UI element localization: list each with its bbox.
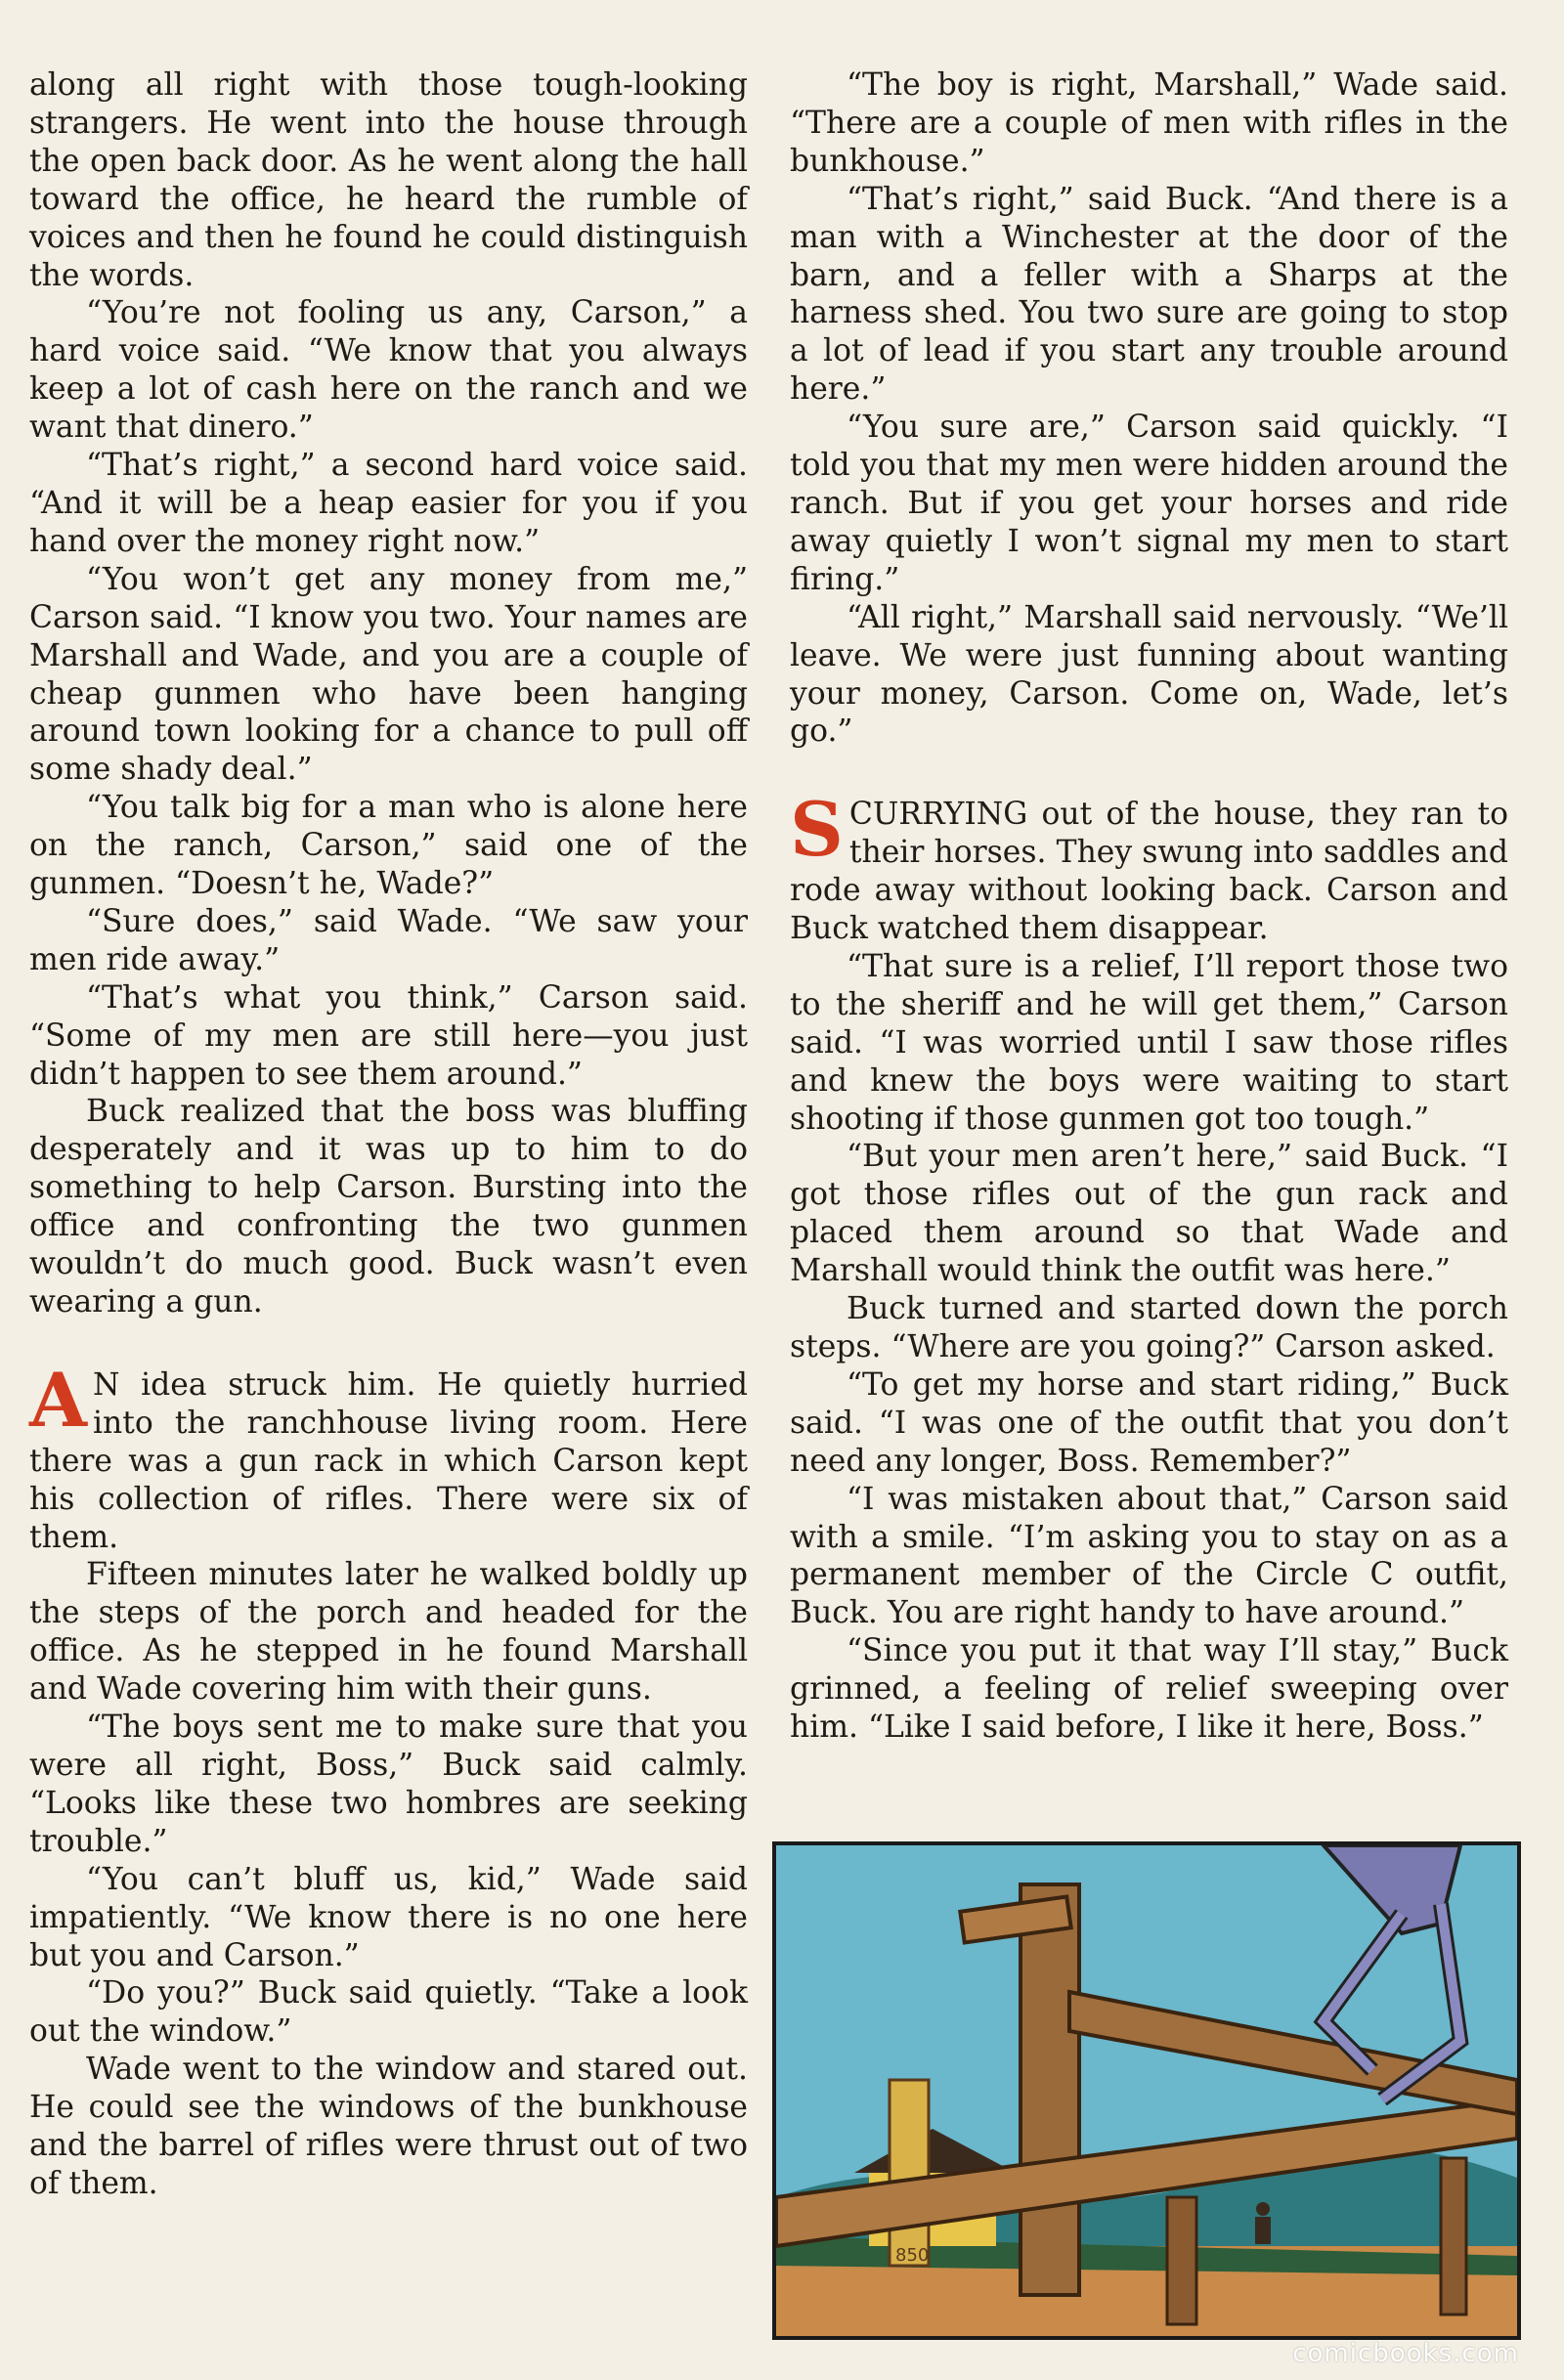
svg-text:850: 850 xyxy=(895,2245,930,2266)
paragraph: Buck realized that the boss was bluffing desperately and it was up to him to do something to help Carson. Bursting into the office and confronting the two gunmen wouldn’t do much good. Buck wasn’t even wearing a gun. xyxy=(29,1094,748,1320)
paragraph-text: N idea struck him. He quietly hurried into the ranchhouse living room. Here there was a gun rack in which Carson kept his collection of rifles. There were six of them. xyxy=(29,1366,748,1555)
paragraph: “To get my horse and start riding,” Buck said. “I was one of the outfit that you don’t need any longer, Boss. Remember?” xyxy=(790,1366,1508,1479)
paragraph: “All right,” Marshall said nervously. “We’ll leave. We were just funning about wanting your money, Carson. Come on, Wade, let’s go.” xyxy=(790,599,1508,750)
paragraph: Fifteen minutes later he walked boldly up the steps of the porch and headed for the office. As he stepped in he found Marshall and Wade covering him with their guns. xyxy=(29,1557,748,1708)
paragraph: along all right with those tough-looking strangers. He went into the house through the open back door. As he went along the hall toward the office, he heard the rumble of voices and then he found he could distinguish the words. xyxy=(29,67,748,293)
paragraph: “That’s what you think,” Carson said. “Some of my men are still here—you just didn’t happen to see them around.” xyxy=(29,979,748,1092)
paragraph: “You won’t get any money from me,” Carson said. “I know you two. Your names are Marshall and Wade, and you are a couple of cheap gunmen who have been hanging around town looking for a chance to pull off some shady deal.” xyxy=(29,561,748,788)
paragraph: “That’s right,” said Buck. “And there is a man with a Winchester at the door of the barn, and a feller with a Sharps at the harness shed. You two sure are going to stop a lot of lead if you start any trouble around here.” xyxy=(790,181,1508,408)
paragraph: “You can’t bluff us, kid,” Wade said impatiently. “We know there is no one here but you and Carson.” xyxy=(29,1861,748,1973)
paragraph: “That’s right,” a second hard voice said. “And it will be a heap easier for you if you hand over the money right now.” xyxy=(29,448,748,559)
paragraph: “Sure does,” said Wade. “We saw your men ride away.” xyxy=(29,903,748,977)
paragraph: “The boys sent me to make sure that you were all right, Boss,” Buck said calmly. “Looks like these two hombres are seeking trouble.” xyxy=(29,1709,748,1859)
paragraph-text: CURRYING out of the house, they ran to their horses. They swung into saddles and rode away without looking back. Carson and Buck watched them disappear. xyxy=(790,797,1508,947)
paragraph: “I was mistaken about that,” Carson said with a smile. “I’m asking you to stay on as a permanent member of the Circle C outfit, Buck. You are right handy to have around.” xyxy=(790,1481,1508,1631)
drop-cap-paragraph xyxy=(790,786,1508,948)
ranch-fence-illustration xyxy=(776,1845,1517,2336)
paragraph: Wade went to the window and stared out. He could see the windows of the bunkhouse and the barrel of rifles were thrust out of two of them. xyxy=(29,2052,748,2201)
paragraph: “But your men aren’t here,” said Buck. “I got those rifles out of the gun rack and placed them around so that Wade and Marshall would think the outfit was here.” xyxy=(790,1139,1508,1289)
illustration-panel xyxy=(772,1841,1521,2340)
paragraph: Buck turned and started down the porch steps. “Where are you going?” Carson asked. xyxy=(790,1291,1508,1364)
paragraph: “The boy is right, Marshall,” Wade said. “There are a couple of men with rifles in the bunkhouse.” xyxy=(790,67,1508,179)
drop-cap-a: A xyxy=(29,1356,87,1444)
paragraph: “You talk big for a man who is alone here on the ranch, Carson,” said one of the gunmen. “Doesn’t he, Wade?” xyxy=(29,790,748,902)
site-watermark: comicbooks.com xyxy=(1292,2339,1519,2368)
drop-cap-s: S xyxy=(790,786,844,874)
distant-rider xyxy=(1255,2202,1271,2244)
drop-cap-paragraph xyxy=(29,1356,748,1557)
right-text-column xyxy=(790,66,1508,1747)
paragraph: “That sure is a relief, I’ll report those two to the sheriff and he will get them,” Carson said. “I was worried until I saw those rifles and knew the boys were waiting to start shooting if those gunmen got too tough.” xyxy=(790,948,1508,1137)
paragraph: “You sure are,” Carson said quickly. “I told you that my men were hidden around the ranch. But if you get your horses and ride away quietly I won’t signal my men to start firing.” xyxy=(790,410,1508,597)
paragraph: “Since you put it that way I’ll stay,” Buck grinned, a feeling of relief sweeping over him. “Like I said before, I like it here, Boss.” xyxy=(790,1633,1508,1746)
paragraph: “You’re not fooling us any, Carson,” a hard voice said. “We know that you always keep a lot of cash here on the ranch and we want that dinero.” xyxy=(29,295,748,446)
paragraph: “Do you?” Buck said quietly. “Take a look out the window.” xyxy=(29,1975,748,2050)
left-text-column xyxy=(29,66,748,2203)
